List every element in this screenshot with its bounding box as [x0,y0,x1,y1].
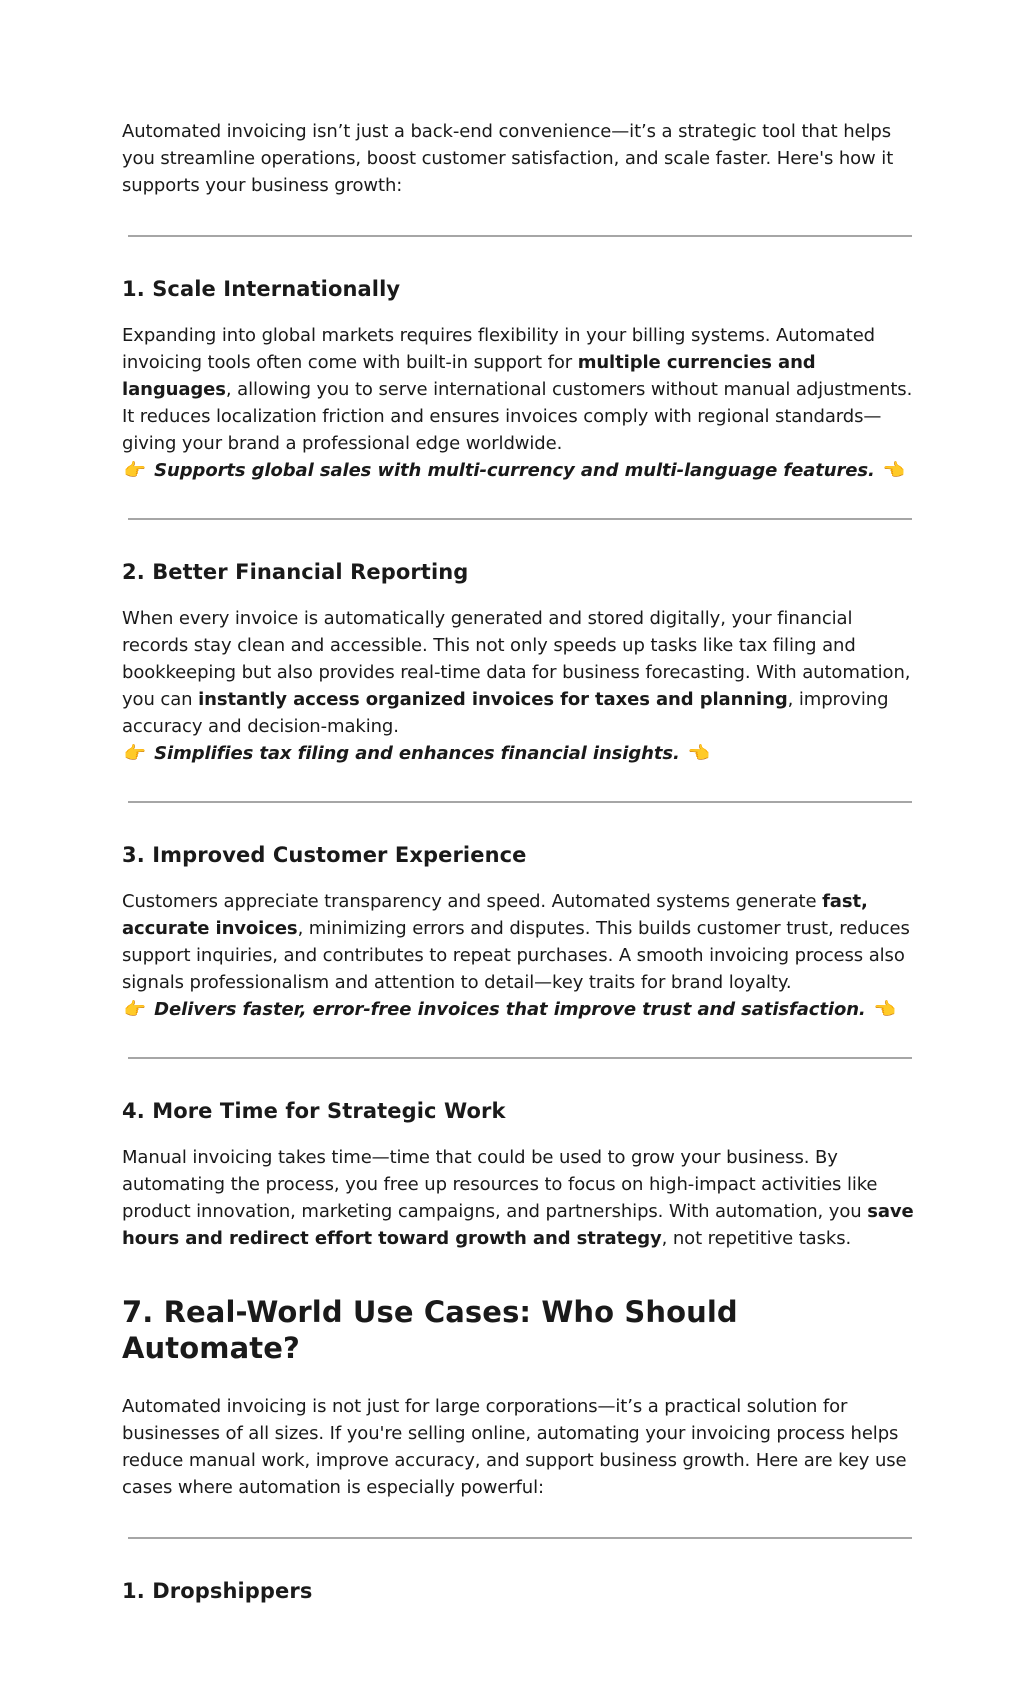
article-content [122,118,917,1624]
use-case-title-dropshippers: 1. Dropshippers [122,1579,313,1603]
section-body [122,1144,917,1252]
highlight-line [122,996,917,1023]
body-text: , improving accuracy and decision-making. [122,689,889,737]
section-strategic-work [122,1057,917,1252]
section-title: 1. Scale Internationally [122,277,401,301]
section-body [122,888,917,1023]
body-bold-text: fast, accurate invoices [122,891,868,939]
pointing-right-icon: 👉 [123,460,147,481]
section-body [122,605,917,767]
highlight-line [122,740,917,767]
body-text: Expanding into global markets requires flexibility in your billing systems. Automated invoicing tools often come with built-in support for [122,325,875,373]
pointing-left-icon: 👈 [687,743,711,764]
section-divider [128,1537,912,1539]
body-text: Customers appreciate transparency and speed. Automated systems generate [122,891,823,912]
body-text: , allowing you to serve international customers without manual adjustments. It reduces localization friction and ensures invoices comply with regional standards—giving your brand a professional edge worldwide. [122,379,913,454]
intro-paragraph: Automated invoicing isn’t just a back-end convenience—it’s a strategic tool that helps you streamline operations, boost customer satisfaction, and scale faster. Here's how it supports your business growth: [122,121,894,196]
body-bold-text: save hours and redirect effort toward growth and strategy [122,1201,914,1249]
pointing-right-icon: 👉 [123,743,147,764]
pointing-right-icon: 👉 [123,999,147,1020]
body-text: When every invoice is automatically generated and stored digitally, your financial records stay clean and accessible. This not only speeds up tasks like tax filing and bookkeeping but also provides real-time data for business forecasting. With automation, you can [122,608,911,710]
section-scale-internationally [122,235,917,484]
section-customer-experience [122,801,917,1023]
highlight-line [122,457,917,484]
body-text: , not repetitive tasks. [661,1228,852,1249]
section-divider [128,801,912,803]
body-text: Manual invoicing takes time—time that could be used to grow your business. By automating the process, you free up resources to focus on high-impact activities like product innovation, marketing campaigns, and partnerships. With automation, you [122,1147,878,1222]
section-title: 3. Improved Customer Experience [122,843,527,867]
highlight-text: Delivers faster, error-free invoices that improve trust and satisfaction. [154,999,866,1020]
body-text: , minimizing errors and disputes. This builds customer trust, reduces support inquiries, and contributes to repeat purchases. A smooth invoicing process also signals professionalism and attention to detail—key traits for brand loyalty. [122,918,910,993]
section-title: 2. Better Financial Reporting [122,560,469,584]
section-financial-reporting [122,518,917,767]
section-divider [128,518,912,520]
use-cases-intro: Automated invoicing is not just for large corporations—it’s a practical solution for businesses of all sizes. If you're selling online, automating your invoicing process helps reduce manual work, improve accuracy, and support business growth. Here are key use cases where automation is especially powerful: [122,1396,907,1498]
use-cases-heading: 7. Real-World Use Cases: Who Should Automate? [122,1295,738,1365]
section-divider [128,1057,912,1059]
body-bold-text: instantly access organized invoices for taxes and planning [198,689,788,710]
section-body [122,322,917,484]
pointing-left-icon: 👈 [873,999,896,1020]
highlight-text: Simplifies tax filing and enhances financial insights. [154,743,680,764]
section-divider [128,235,912,237]
highlight-text: Supports global sales with multi-currency and multi-language features. [154,460,875,481]
body-bold-text: multiple currencies and languages [122,352,816,400]
section-title: 4. More Time for Strategic Work [122,1099,506,1123]
pointing-left-icon: 👈 [882,460,906,481]
